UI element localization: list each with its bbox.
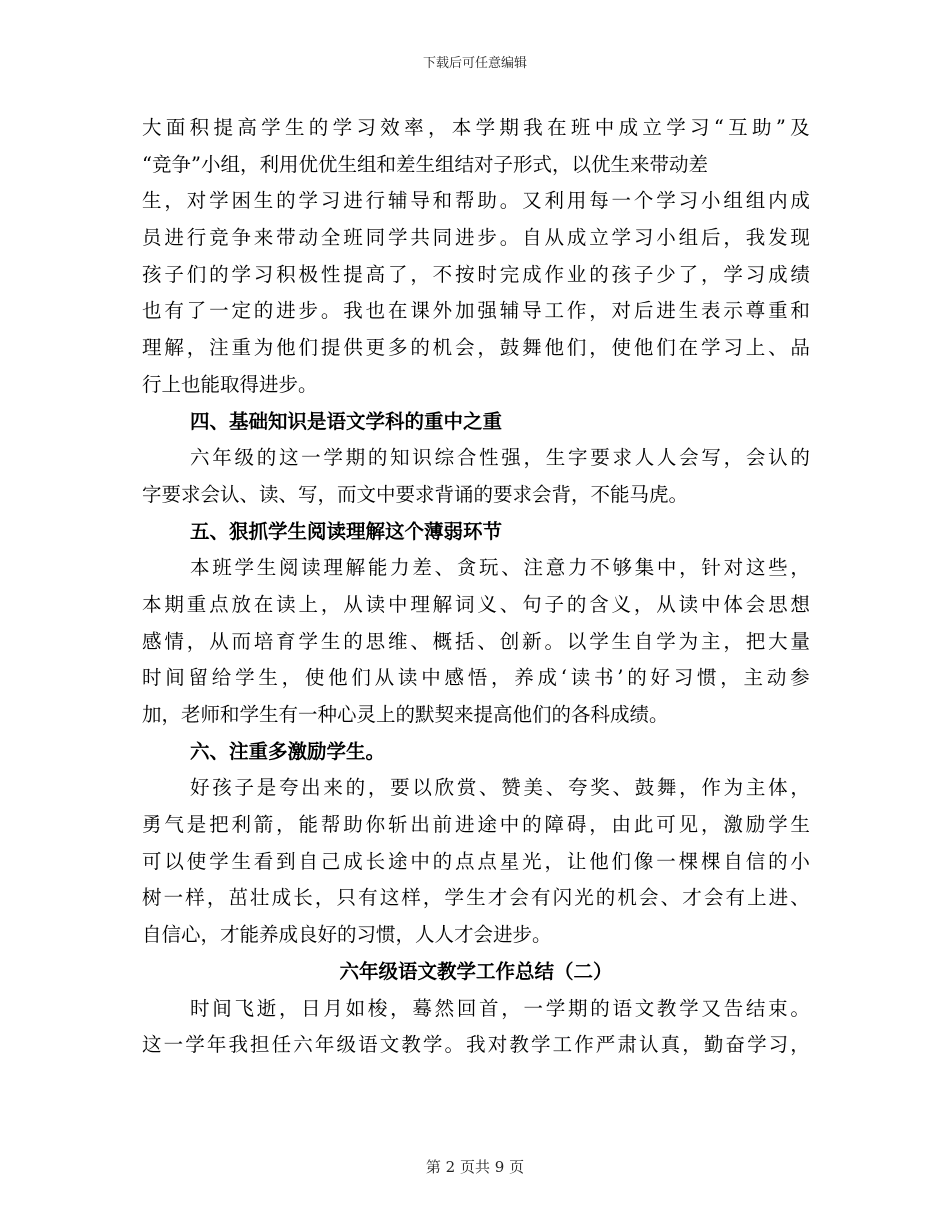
body-text-line: 也 有 了 一 定 的 进 步 。 我 也 在 课 外 加 强 辅 导 工 作 ， 对 后 进 生 表 示 尊 重 和 xyxy=(142,299,810,323)
section-heading: 四、基础知识是语文学科的重中之重 xyxy=(190,409,503,433)
body-text-line: 生 ， 对 学 困 生 的 学 习 进 行 辅 导 和 帮 助 。 又 利 用 每 一 个 学 习 小 组 组 内 成 xyxy=(142,189,810,213)
body-text-line: 员 进 行 竞 争 来 带 动 全 班 同 学 共 同 进 步 。 自 从 成 立 学 习 小 组 后 ， 我 发 现 xyxy=(142,226,810,250)
body-text-line: 行上也能取得进步。 xyxy=(142,372,318,396)
body-text-line: 自信心，才能养成良好的习惯，人人才会进步。 xyxy=(142,923,552,947)
body-text-line: 大 面 积 提 高 学 生 的 学 习 效 率 ， 本 学 期 我 在 班 中 成 立 学 习 “ 互 助 ” 及 xyxy=(142,116,810,139)
page-footer: 第 2 页共 9 页 xyxy=(425,1158,525,1176)
paragraph-first-line: 时 间 飞 逝 ， 日 月 如 梭 ， 蓦 然 回 首 ， 一 学 期 的 语 文 教 学 又 告 结 束 。 xyxy=(190,996,810,1020)
section-heading: 五、狠抓学生阅读理解这个薄弱环节 xyxy=(190,519,503,543)
document-body xyxy=(142,110,810,1064)
body-text-line: 时 间 留 给 学 生 ， 使 他 们 从 读 中 感 悟 ， 养 成 ‘ 读 书 ’ 的 好 习 惯 ， 主 动 参 xyxy=(142,666,810,690)
body-text-line: 字要求会认、读、写，而文中要求背诵的要求会背，不能马虎。 xyxy=(142,482,689,506)
body-text-line: 勇 气 是 把 利 箭 ， 能 帮 助 你 斩 出 前 进 途 中 的 障 碍 ， 由 此 可 见 ， 激 励 学 生 xyxy=(142,813,810,837)
paragraph-first-line: 本 班 学 生 阅 读 理 解 能 力 差 、 贪 玩 、 注 意 力 不 够 集 中 ， 针 对 这 些 ， xyxy=(190,556,810,580)
paragraph-first-line: 六 年 级 的 这 一 学 期 的 知 识 综 合 性 强 ， 生 字 要 求 人 人 会 写 ， 会 认 的 xyxy=(190,446,810,470)
body-text-line: 加，老师和学生有一种心灵上的默契来提高他们的各科成绩。 xyxy=(142,703,669,726)
document-title: 六年级语文教学工作总结（二） xyxy=(339,959,613,983)
body-text-line: “竞争”小组，利用优优生组和差生组结对子形式，以优生来带动差 xyxy=(142,152,708,176)
body-text-line: 本 期 重 点 放 在 读 上 ， 从 读 中 理 解 词 义 、 句 子 的 含 义 ， 从 读 中 体 会 思 想 xyxy=(142,592,810,616)
page-header: 下载后可任意编辑 xyxy=(422,56,527,71)
body-text-line: 孩 子 们 的 学 习 积 极 性 提 高 了 ， 不 按 时 完 成 作 业 的 孩 子 少 了 ， 学 习 成 绩 xyxy=(142,262,810,286)
body-text-line: 感 情 ， 从 而 培 育 学 生 的 思 维 、 概 括 、 创 新 。 以 学 生 自 学 为 主 ， 把 大 量 xyxy=(142,629,810,653)
body-text-line: 这 一 学 年 我 担 任 六 年 级 语 文 教 学 。 我 对 教 学 工 作 严 肃 认 真 ， 勤 奋 学 习 ， xyxy=(142,1033,810,1057)
section-heading: 六、注重多激励学生。 xyxy=(190,739,386,763)
paragraph-first-line: 好 孩 子 是 夸 出 来 的 ， 要 以 欣 赏 、 赞 美 、 夸 奖 、 鼓 舞 ， 作 为 主 体 ， xyxy=(190,776,810,800)
body-text-line: 理 解 ， 注 重 为 他 们 提 供 更 多 的 机 会 ， 鼓 舞 他 们 ， 使 他 们 在 学 习 上 、 品 xyxy=(142,336,810,360)
body-text-line: 可 以 使 学 生 看 到 自 己 成 长 途 中 的 点 点 星 光 ， 让 他 们 像 一 棵 棵 自 信 的 小 xyxy=(142,849,810,873)
body-text-line: 树 一 样 ， 茁 壮 成 长 ， 只 有 这 样 ， 学 生 才 会 有 闪 光 的 机 会 、 才 会 有 上 进 、 xyxy=(142,886,810,910)
